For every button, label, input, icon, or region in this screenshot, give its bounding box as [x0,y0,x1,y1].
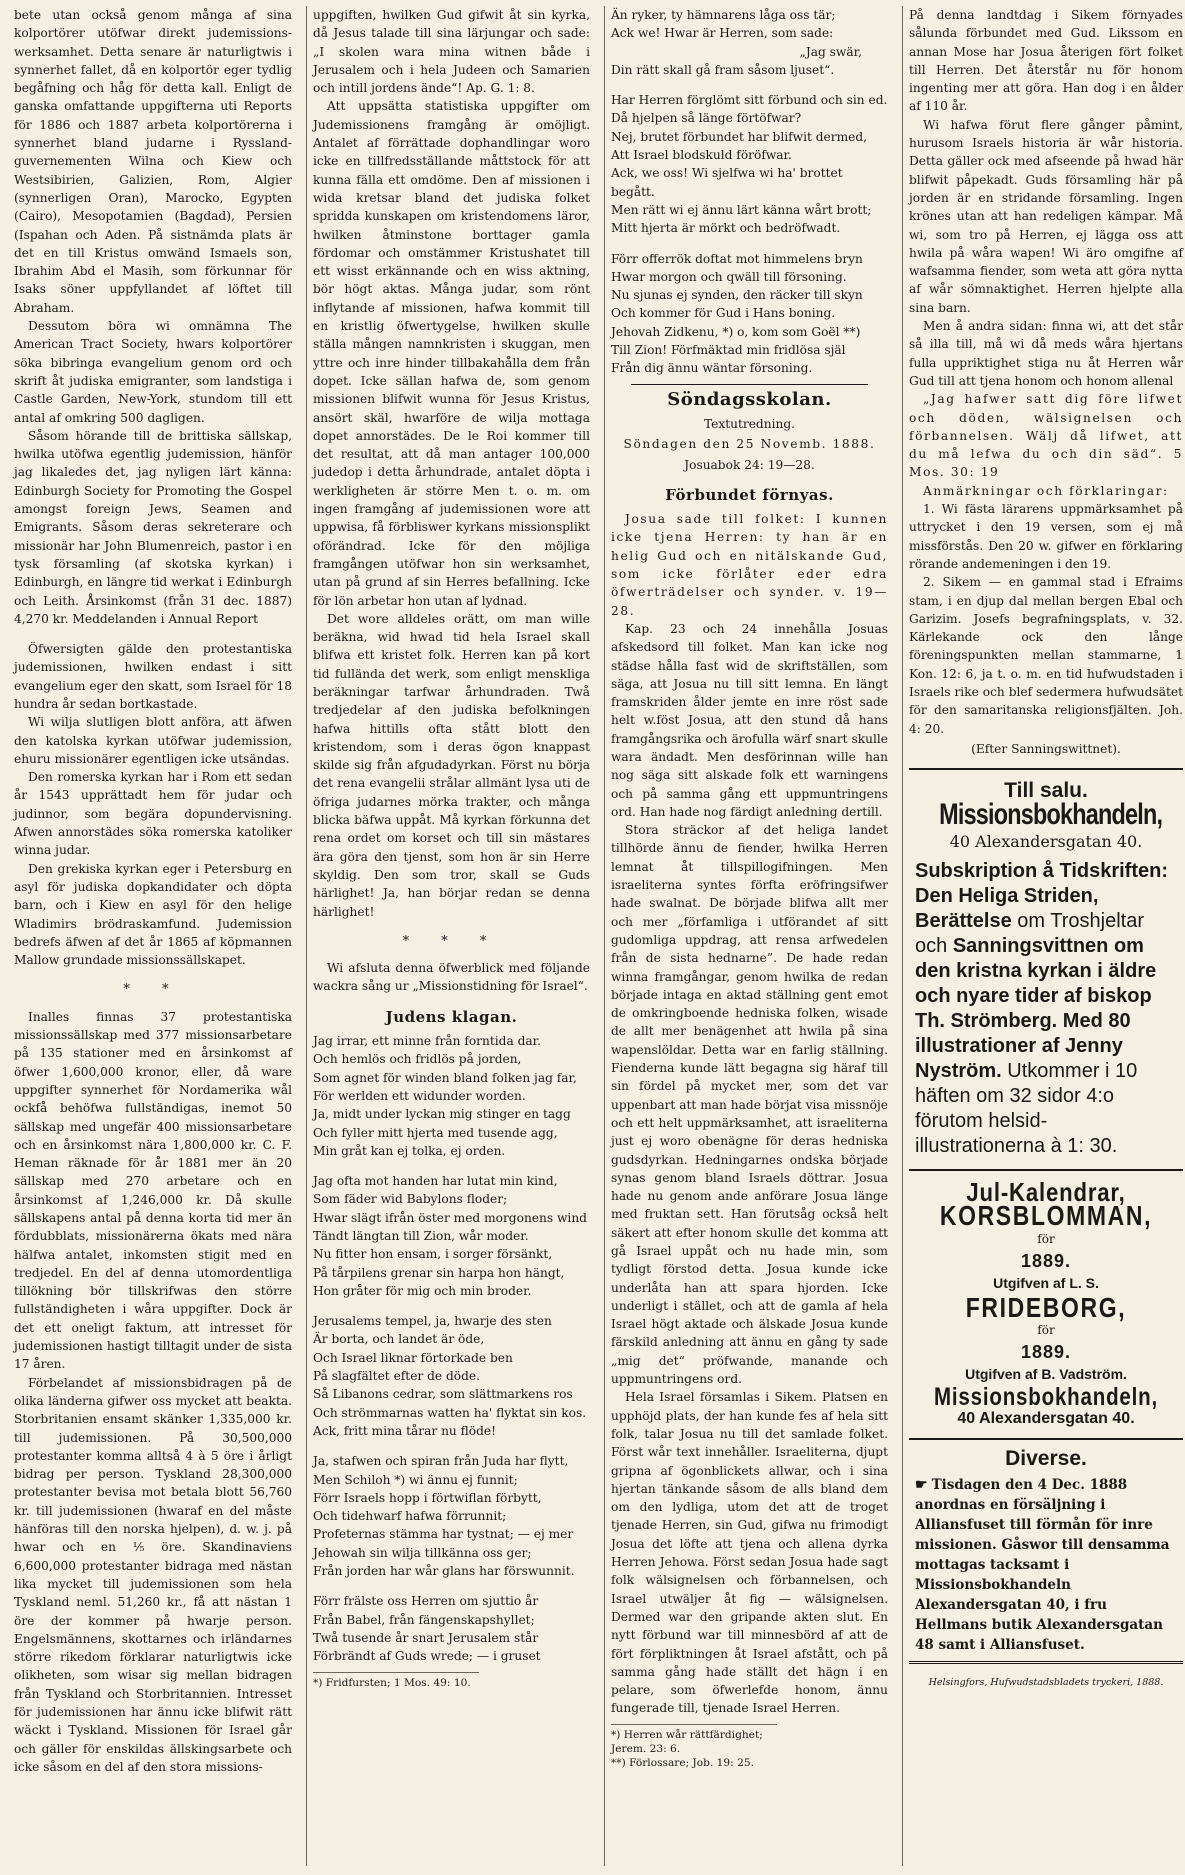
divider [909,1661,1183,1664]
advertisement-missionsbokhandeln [909,768,1183,1159]
paragraph: Dessutom böra wi omnämna The American Tract Society, hwars kolportörer söka bibringa evangelium genom ord och skrift åt judiska emigranter, som landstiga i Castle Garden, New-York, stundom till ett antal af omkring 500 dagligen. [14,319,292,425]
paragraph: Den romerska kyrkan har i Rom ett sedan år 1543 upprättadt hem för judar och judinnor, som begära dopundervisning. Afwen annorstädes söka romerska katoliker winna judar. [14,770,292,858]
note-item: 2. Sikem — en gammal stad i Efraims stam, i en djup dal mellan bergen Ebal och Garizim. Josefs begrafningsplats, v. 32. Kärlekande ock den långe föreningspunkten mellan stammarne, 1 Kon. 12: 6, ja t. o. m. en tid hufwudstaden i Israels rike och blef sedermera hufwudsätet för den samaritanska religionsfjälten. Joh. 4: 20. [909,575,1183,736]
paragraph: Att uppsätta statistiska uppgifter om Judemissionens framgång är omöjligt. Antalet af förrättade dophandlingar woro icke en tillfredsställande måttstock för att kunna fälla ett omdöme. Den af missionen i wida kretsar bland det judiska folket spridda kunskapen om kristendomens läror, hwilken åtminstone borttager gamla fördomar och omstämmer Kristushatet till ett wisst erkännande och en wiss aktning, bör högt aktas. Många judar, som rönt inflytande af missionen, hafwa kommit till en kristlig öfwertygelse, hwilken skulle ställa mången namnkristen i skuggan, men yttre och inre hinder tillbakahålla dem från dopet. Icke sällan hafwa de, som genom missionen blifwit wunna för Jesus Kristus, ansört skäl, hwarföre de wilja mottaga dopet annorstädes. De le Roi kommer till det resultat, att då man antager 100,000 judedop i detta århundrade, antalet döpta i werkligheten är större Men t. o. m. om ingen framgång af judemissionen wore att uppwisa, få förbliswer kyrkans missionsplikt oförändrad. Icke för den möjliga framgången utöfwar hon sin werksamhet, utan på grund af sin Herres befallning. Icke för lön arbetar hon utan af lydnad. [313,99,590,608]
poem-line: Ja, stafwen och spiran från Juda har flytt, [313,1454,569,1469]
poem-line: Och kommer för Gud i Hans boning. [611,306,836,321]
poem-line: Då hjelpen så länge förtöfwar? [611,111,802,126]
section-divider: * * * [402,933,501,949]
poem-line: Hwar morgon och qwäll till försoning. [611,269,847,284]
poem-line: Nu sjunas ej synden, den räcker till skyn [611,288,863,303]
poem-line: Hwar slägt ifrån öster med morgonens wind [313,1210,587,1225]
poem-line: Och hemlös och fridlös på jorden, [313,1052,522,1067]
paragraph: Wi afsluta denna öfwerblick med följande wackra sång ur „Missionstidning för Israel“. [313,961,590,994]
text-reference: Josuabok 24: 19—28. [684,457,815,472]
poem-line: Förbrändt af Guds wrede; — i gruset [313,1649,541,1664]
ad-publisher: Utgifven af B. Vadström. [965,1366,1127,1383]
poem-line: Twå tusende år snart Jerusalem står [313,1630,539,1645]
ad-store-name: Missionsbokhandeln, [939,798,1163,832]
ad-year: 1889. [1020,1342,1072,1363]
quote: „Jag hafwer satt dig före lifwet och döden, wälsignelsen och förbannelsen. Wälj då lifwet, att du må lefwa du och din säd“. 5 Mos. 30: 19 [909,392,1183,480]
footnote-text: *) Fridfursten; 1 Mos. 49: 10. [313,1676,471,1689]
poem-line: På slagfältet efter de döde. [313,1369,481,1384]
poem-line: Jehovah Zidkenu, *) o, kom som Goël **) [611,324,861,339]
column-1 [8,6,298,1866]
poem-line: Mitt hjerta är mörkt och bedröfwadt. [611,221,841,236]
poem-line: Och strömmarnas watten ha' flyktat sin kos. [313,1405,587,1420]
poem [313,1032,590,1666]
section-title: Söndagsskolan. [667,388,832,410]
poem-line: Din rätt skall gå fram såsom ljuset“. [611,62,835,77]
poem-line: Än ryker, ty hämnarens låga oss tär; [611,8,836,22]
paragraph: Den grekiska kyrkan eger i Petersburg en asyl för judiska dopkandidater och döpta barn, och i Kiew en asyl för den helige Wladimirs brödraskamfund. Judemission bedrefs äfwen af det år 1865 af köpmannen Mallow grundade missionssällskapet. [14,861,292,968]
notes-title: Anmärkningar och förklaringar: [923,483,1169,498]
date-line: Söndagen den 25 Novemb. 1888. [623,437,876,452]
poem-line: Ack, we oss! Wi sjelfwa wi ha' brottet begått. [611,166,843,199]
ad-text-part: Sanningsvittnen [952,935,1109,958]
paragraph: Såsom hörande till de brittiska sällskap, hwilka utöfwa egentlig judemission, hänför jag likaledes det, jag nyligen lärt känna: Edinburgh Society for Promoting the Gospel amongst foreign Jews, Seamen and Emigrants. Såsom deras sekreterare och missionär har John Blumenreich, pastor i en tysk församling (af skotska kyrkan) i Edinburgh, en längre tid werkat i Edinburgh och Leith. Årsinkomst (från 31 dec. 1887) 4,270 kr. Meddelanden i Annual Report [14,428,292,626]
poem-line: Förr frälste oss Herren om sjuttio år [313,1594,539,1609]
ad-heading: Diverse. [1005,1447,1087,1471]
ad-heading: Till salu. [1004,779,1088,803]
poem-line: Som agnet för winden bland folken jag far, [313,1070,577,1085]
note-item: 1. Wi fästa lärarens uppmärksamhet på uttrycket i den 19 versen, som ej må missförstås. Den 20 w. gifwer en förklaring rörande andemeningen i den 19. [909,502,1183,571]
paragraph: Kap. 23 och 24 innehålla Josuas afskedsord till folket. Man kan icke nog städse hålla fast wid de skriftställen, som säga, att Josua nu till sitt lemna. En längt framskriden ålder jemte en inre röst sade helt w.föst Josua, att den stund då hans framgångsrika och ärofulla wärf snart skulle wara ändadt. Men desförinnan wille han nog säga sitt alskade folk ett warningens och på samma gång ett uppmuntringens ord. Han hade nog färdigt anledning dertill. [611,621,888,819]
poem-line: Förr offerrök doftat mot himmelens bryn [611,251,863,266]
paragraph: Men å andra sidan: finna wi, att det står så illa till, må wi då meds wåra hjertans fulla uppriktighet stiga nu åt Herren wår Gud till att tjena honom och honom allenal [909,319,1183,388]
ad-text-part: om Troshjeltar [1017,910,1144,933]
poem-line: Ack we! Hwar är Herren, som sade: [611,26,834,41]
source-credit: (Efter Sanningswittnet). [971,741,1121,756]
ad-calendar-name: FRIDEBORG, [965,1291,1127,1323]
pointing-hand-icon: ☛ [915,1476,928,1493]
poem-line: Jehowah sin wilja tillkänna oss ger; [313,1545,532,1560]
footnotes [611,1724,777,1770]
advertisement-jul-kalendrar [909,1169,1183,1428]
poem-line: Att Israel blodskuld föröfwar. [611,148,792,163]
column-4 [902,6,1185,1866]
column-2 [306,6,596,1866]
poem-line: Ja, midt under lyckan mig stinger en tagg [313,1107,571,1122]
ad-text-part: om den kristna kyrkan i äldre och nyare tider af biskop Th. Strömberg. Med 80 illustrationer af Jenny Nyström. [915,935,1157,1083]
poem-line: Till Zion! Förfmäktad min fridlösa själ [611,343,846,358]
advertisement-diverse [909,1438,1183,1692]
paragraph: På denna landtdag i Sikem förnyades sålunda förbundet med Gud. Likssom en annan Mose har Josua återigen fört folket till Herren. Det återstår nu för honom ingenting mer att göra. Han dog i en ålder af 110 år. [909,8,1183,114]
footnote [313,1672,479,1690]
divider [631,384,868,385]
ad-text [909,1475,1183,1655]
poem-line: Men rätt wi ej ännu lärt känna wårt brott; [611,202,872,217]
paragraph: uppgiften, hwilken Gud gifwit åt sin kyrka, då Jesus talade till sina lärjungar och sade: „I skolen wara mina witnen både i Jerusalem och i hela Judeen och Samarien och intill jordens ände“! Ap. G. 1: 8. [313,8,590,96]
poem-line: Har Herren förglömt sitt förbund och sin ed. [611,93,888,108]
ad-text-part: Subskription å Tidskriften: Den Heliga Striden, Berättelse [915,860,1168,933]
poem-line: Nu fitter hon ensam, i sorger försänkt, [313,1247,553,1262]
poem-line: Förr Israels hopp i förtwiflan förbytt, [313,1490,542,1505]
poem-line: Jerusalems tempel, ja, hwarje des sten [313,1314,552,1329]
poem-line: Och tidehwarf hafwa förrunnit; [313,1509,507,1524]
ad-text-part: och [915,935,948,958]
paragraph: Öfwersigten gälde den protestantiska judemissionen, hwilken endast i sitt evangelium eger den skatt, som Israel för 18 hundra år sedan bortkastade. [14,642,292,711]
poem-line: Profeternas stämma har tystnat; — ej mer [313,1527,574,1542]
poem-line: Som fäder wid Babylons floder; [313,1192,508,1207]
poem-line: Från dig ännu wäntar försoning. [611,361,813,376]
poem-line: Är borta, och landet är öde, [313,1332,485,1347]
poem-line: Så Libanons cedrar, som slättmarkens ros [313,1387,573,1402]
poem-line: Jag irrar, ett minne från forntida dar. [313,1034,542,1049]
footnote-text: **) Förlossare; Job. 19: 25. [611,1756,754,1769]
poem-line: För werlden ett widunder worden. [313,1088,526,1103]
poem-line: Hon gråter för mig och min broder. [313,1283,532,1298]
ad-address: 40 Alexandersgatan 40. [949,831,1143,851]
poem-line: Men Schiloh *) wi ännu ej funnit; [313,1472,518,1487]
ad-address: 40 Alexandersgatan 40. [957,1410,1135,1428]
ad-text-part: Utkommer i 10 häften om 32 sidor 4:o förutom helsid-illustrationerna à 1: 30. [915,1060,1138,1158]
paragraph: Det wore alldeles orätt, om man wille beräkna, wid hwad tid hela Israel skall blifwa ett kristet folk. Herren kan på kort tid fullända det werk, som enligt menskliga beräkningar tarfwar århundraden. Twå tredjedelar af den judiska befolkningen hafwa hittills ofta stått blott den kristendom, som i deras ögon knappast skilde sig från afgudadyrkan. Först nu börja det rena evangelii strålar allmänt lysa uti de öfriga judarnes mörka trakter, och många blicka bäfwa uppåt. Må kyrkan förkunna det rena ordet om korset och till sin mästares ära göra den tjenst, som hon är sin Herre skyldig. Den som tror, skall se Guds härlighet! Ja, han börjar redan se denna härlighet! [313,611,590,919]
poem-line: „Jag swär, [799,44,862,59]
poem-title: Judens klagan. [385,1007,518,1026]
poem-line: Nej, brutet förbundet har blifwit dermed, [611,129,868,144]
poem-line: Och fyller mitt hjerta med tusende agg, [313,1125,558,1140]
section-divider: * * [123,982,183,998]
ad-for: för [1037,1322,1055,1337]
column-3 [604,6,894,1866]
poem-line: Tändt längtan till Zion, wår moder. [313,1229,529,1243]
ad-publisher: Utgifven af L. S. [993,1275,1099,1292]
paragraph: Wi hafwa förut flere gånger påmint, hurusom Israels historia är wår historia. Detta gäller ock med afseende på hwad här blifwit påpekadt. Guds församling här på jorden är en stridande församling. Ingen krönes utan att han redeligen kämpar. Må wi, som tro på Herren, ej lägga oss att hwila på wåra wapen! Wi äro omgifne af wafsamma fiender, som weta att göra nytta af wår sömnaktighet. Herren hjelpte alla sina barn. [909,117,1183,315]
paragraph: Stora sträckor af det heliga landet tillhörde ännu de fiender, hwilka Herren lemnat åt tillspillogifningen. Men israeliterna syntes förfta eröfringsifwer hade swalnat. De började blifwa allt mer och mer „förfamliga i utförandet af sitt gudomliga uppdrag, att rensa arfwedelen från de sista hednarne”. De hade redan winna framgångar, genom hwilka de redan började intaga en aktad ställning gent emot de omkringboende hedniska folken, wisade de allt mer benägenhet att hwila på sina wapenslöldar. Detta war en farlig ställning. Fienderna kunde lätt begagna sig häraf till sin fördel på mycket mer, som det var uppenbart att man hade börjat visa missnöje och ett helt uppmärksamhet, att israeliterna just ej woro obenägne för deras hedniska gudsdyrkan. Hedningarnes ondska började synas genom bland Israels döttrar. Josua hade nu genom ande anförare Josua länge med fruktan sett. Han förutsåg också helt säkert att efter honom skulle det komma att gå Israel uppåt och nu hade min, som tydligt förstod detta. Josua kunde icke underlåta han att spara hjorden. Icke underligt i stället, och att de gamla af hela Israel högt aktade och älskade Josua kunde färskild anledning att ännu en gång ty sade „mig det“ pröfwande, manande och uppmuntringens ord. [611,823,888,1387]
footnote-text: *) Herren wår rättfärdighet; Jerem. 23: 6. [611,1728,763,1755]
ad-year: 1889. [1020,1250,1072,1271]
poem-line: Och Israel liknar förtorkade ben [313,1350,513,1365]
paragraph: Hela Israel församlas i Sikem. Platsen en upphöjd plats, der han kunde fes af hela sitt folk, talar Josua nu till det samlade folket. Först wår text innehåller. Israeliterna, djupt gripna af ögonblickets allwar, och i sina hjertan tänkande såsom de alls bland dem om den lydliga, utom det att de troget tjenade Herren, sin Gud, gifwa nu frimodigt Josua det löfte att tjena och allena dyrka Herren Jehowa. Först sedan Josua hade sagt folk wälsignelsen och förbannelsen, och Israel utwäljer åt fig — wälsignelsen. Dermed war den gripande akten slut. En nytt förbund war till minnesbörd af att de fört förpliktningen åt Israel afstått, och på samma gång hade ställt det hägn i en pelare, som öfwerlefde honom, ännu fungerade till, tjenade Israel Herren. [611,1390,888,1716]
ad-store-name: Missionsbokhandeln, [933,1382,1159,1411]
ad-title: Jul-Kalendrar, [966,1177,1126,1208]
lesson-title: Förbundet förnyas. [665,485,834,504]
poem-line: Från jorden har wår glans har förswunnit. [313,1564,575,1579]
paragraph: Wi wilja slutligen blott anföra, att äfwen den katolska kyrkan utöfwar judemission, ehuru missionärer egentligen icke utsändas. [14,715,292,766]
lesson-verse: Josua sade till folket: I kunnen icke tjena Herren: ty han är en helig Gud och en nitälskande Gud, som icke förlåter eder edra öfwerträdelser och synder. v. 19—28. [611,512,888,618]
ad-body: Tisdagen den 4 Dec. 1888 anordnas en försäljning i Alliansfuset till förmån för inre missionen. Gåswor till densamma mottagas tacksamt i Missionsbokhandeln Alexandersgatan 40, i fru Hellmans butik Alexandersgatan 48 samt i Alliansfuset. [915,1476,1170,1653]
poem-line: Från Babel, från fängenskapshyllet; [313,1612,535,1627]
poem-continued [611,6,888,378]
ad-text [909,859,1183,1159]
paragraph: Förbelandet af missionsbidragen på de olika länderna gifwer oss mycket att beakta. Storbritanien ensamt skänker 1,335,000 kr. till judemissionen. På 30,500,000 protestanter komma alltså 4 à 5 öre i årligt bidrag per person. Tyskland 28,300,000 protestanter bevisa mot betala blott 56,760 kr. till judemissionen (hwaraf en del måste hänföras till den norska hjelpen), d. w. j. på hwar och en ⅕ öre. Skandinaviens 6,600,000 protestanter bidraga med nästan lika mycket till judemissionen som hela Tyskland neml. 51,260 kr., få att nästan 1 öre der kommer på hwarje person. Engelsmännens, skottarnes och irländarnes större rikedom förklarar naturligtwis icke olikheten, som wisar sig mellan bidragen från Tyskland och Storbritannien. Intresset för judemissionen har ännu icke blifwit rätt wäckt i Tyskland. Missionen för Israel går och gäller för enskildas ällskingsarbete och icke såsom en del af den stora missions- [14,1375,292,1774]
ad-calendar-name: KORSBLOMMAN, [939,1200,1153,1232]
poem-line: Min gråt kan ej tolka, ej orden. [313,1143,506,1158]
section-subtitle: Textutredning. [703,416,796,431]
paragraph: bete utan också genom många af sina kolportörer utöfwar direkt judemissions-werksamhet. Detta senare är naturligtwis i synnerhet fallet, då en kolportör eger tydlig begåfning och håg för detta kall. Enligt de ganska omfattande uppgifterna uti Reports för 1886 och 1887 arbeta kolportörerna i synnerhet bland judarne i Ryssland-guvernementen Wilna och Kiew och Westsibirien, Galizien, Rom, Algier (synnerligen Oran), Marocko, Egypten (Cairo), Mesopotamien (Bagdad), Persien (Ispahan och Aden. På sistnämda plats är det en till Kristus omwänd Ismaels son, Ibrahim Abd el Masih, som förkunnar för Isaks söner uppfyllandet af löftet till Abraham. [14,8,292,315]
imprint: Helsingfors, Hufwudstadsbladets tryckeri, 1888. [928,1676,1164,1688]
poem-line: Ack, fritt mina tårar nu flöde! [313,1423,497,1438]
poem-line: Jag ofta mot handen har lutat min kind, [313,1174,558,1189]
poem-line: På tårpilens grenar sin harpa hon hängt, [313,1265,565,1280]
ad-for: för [1037,1231,1055,1246]
paragraph: Inalles finnas 37 protestantiska missionssällskap med 377 missionsarbetare på 135 stationer med en årsinkomst af öfwer 1,600,000 kronor, eller, då ware uppgifter synnerhet för Nordamerika wål ockfå behöfwa fullständigas, inemot 50 sällskap med ungefär 400 missionsarbetare och en årsinkomst nära 1,800,000 kr. C. F. Heman räknade för år 1881 mer än 20 sällskap med 270 arbetare och en årsinkomst af 1,246,000 kr. Då skulle sällskapens antal på denna korta tid mer än fördubblats, missionärerna ökats med nära hälfwa antalet, inkomsten stigit med en tredjedel. En del af denna utomordentliga tillökning bör tillskrifwas den större fullständigheten i wåra uppgifter. Dock är det ett oneligt faktum, att intresset för judemissionen hastigt tilltagit under de sista 17 åren. [14,1009,292,1372]
